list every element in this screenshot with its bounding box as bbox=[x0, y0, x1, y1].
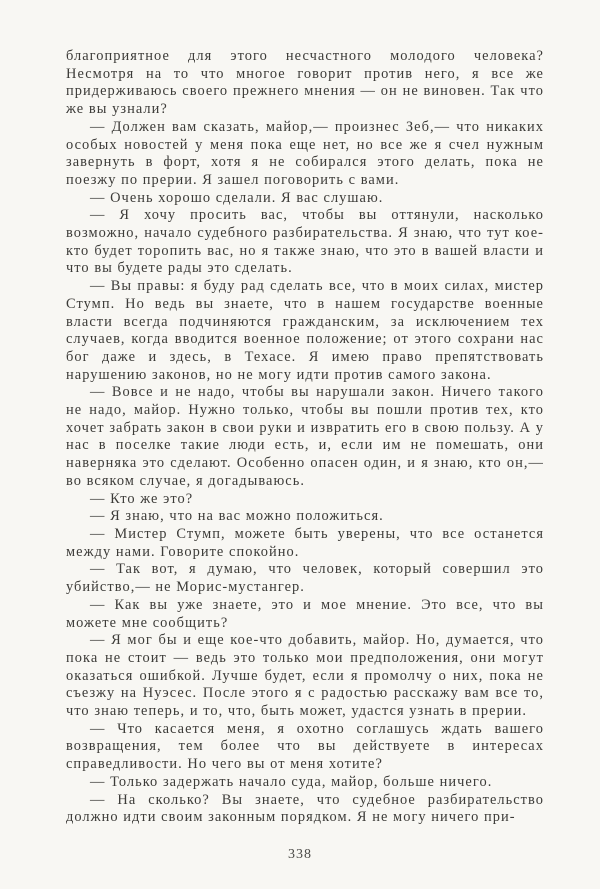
paragraph: — Мистер Стумп, можете быть уверены, что все останется между нами. Говорите спокойно. bbox=[66, 525, 544, 560]
paragraph: — Очень хорошо сделали. Я вас слушаю. bbox=[90, 189, 384, 206]
paragraph: — Что касается меня, я охотно соглашусь ждать вашего возвращения, тем более что вы действуете в интересах справедливости. Но чего вы от меня хотите? bbox=[66, 720, 544, 773]
paragraph: — Кто же это? bbox=[90, 490, 194, 507]
page-text bbox=[66, 48, 544, 827]
paragraph: — Я хочу просить вас, чтобы вы оттянули, насколько возможно, начало судебного разбирательства. Я знаю, что тут кое-кто будет торопить вас, но я также знаю, что это в вашей власти и что вы будете рады это сделать. bbox=[66, 207, 544, 277]
paragraph: — Вы правы: я буду рад сделать все, что в моих силах, мистер Стумп. Но ведь вы знаете, что в нашем государстве военные власти всегда подчиняются гражданским, за исключением тех случаев, когда вводится военное положение; от этого сохрани нас бог даже и здесь, в Техасе. Я имею право препятствовать нарушению законов, но не могу идти против самого закона. bbox=[66, 278, 544, 383]
paragraph: — Вовсе и не надо, чтобы вы нарушали закон. Ничего такого не надо, майор. Нужно только, чтобы вы пошли против тех, кто хочет забрать закон в свои руки и извратить его в свою пользу. А у нас в поселке такие люди есть, и, если им не помешать, они наверняка это сделают. Особенно опасен один, и я знаю, кто он,— во всяком случае, я догадываюсь. bbox=[66, 384, 544, 489]
paragraph: — Как вы уже знаете, это и мое мнение. Это все, что вы можете мне сообщить? bbox=[66, 596, 544, 631]
paragraph: благоприятное для этого несчастного молодого человека? Несмотря на то что многое говорит против него, я все же придерживаюсь своего прежнего мнения — он не виновен. Так что же вы узнали? bbox=[66, 48, 544, 118]
paragraph: — На сколько? Вы знаете, что судебное разбирательство должно идти своим законным порядком. Я не могу ничего при- bbox=[66, 791, 544, 826]
paragraph: — Так вот, я думаю, что человек, который совершил это убийство,— не Морис-мустангер. bbox=[66, 561, 544, 596]
paragraph: — Я мог бы и еще кое-что добавить, майор. Но, думается, что пока не стоит — ведь это только мои предположения, они могут оказаться ошибкой. Лучше будет, если я промолчу о них, пока не съезжу на Нуэсес. После этого я с радостью расскажу вам все то, что знаю теперь, и то, что, быть может, удастся узнать в прерии. bbox=[66, 632, 544, 720]
paragraph: — Должен вам сказать, майор,— произнес Зеб,— что никаких особых новостей у меня пока еще нет, но все же я счел нужным завернуть в форт, хотя я не собирался этого делать, пока не поезжу по прерии. Я зашел поговорить с вами. bbox=[66, 118, 544, 188]
paragraph: — Я знаю, что на вас можно положиться. bbox=[90, 508, 384, 525]
page-number: 338 bbox=[288, 847, 312, 862]
paragraph: — Только задержать начало суда, майор, больше ничего. bbox=[90, 773, 493, 790]
